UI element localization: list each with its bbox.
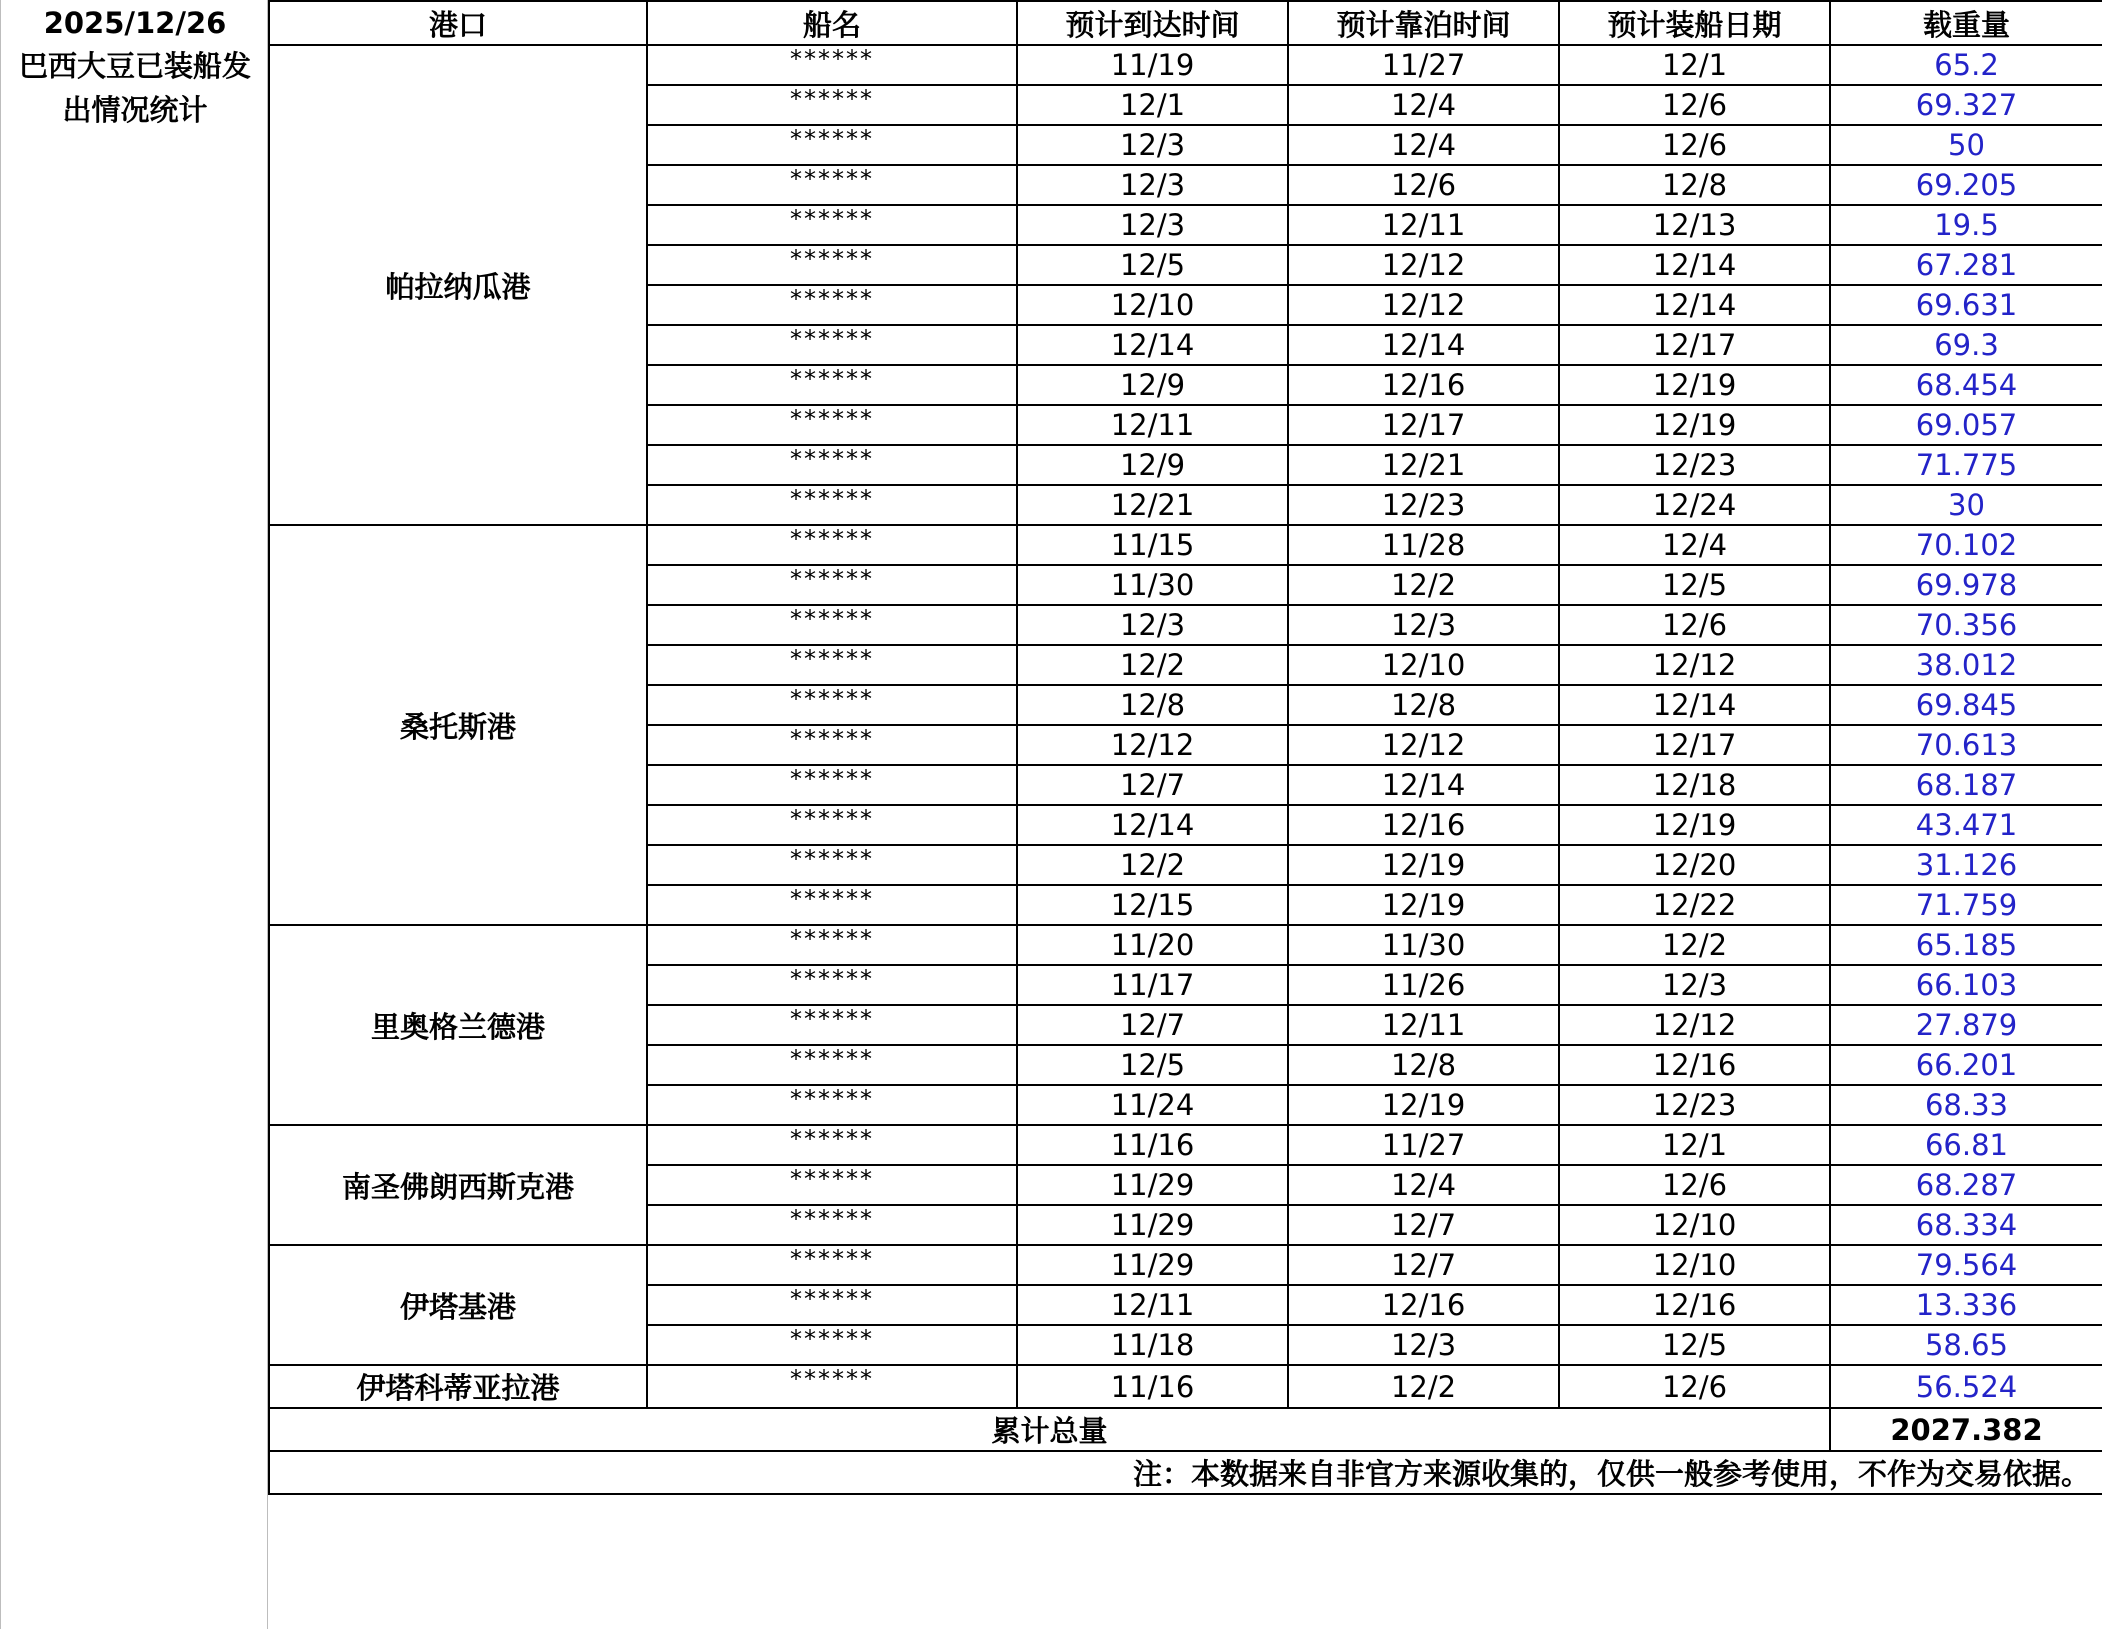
weight-cell: 58.65 bbox=[1830, 1325, 2102, 1365]
loading-cell: 12/13 bbox=[1559, 205, 1830, 245]
weight-cell: 65.2 bbox=[1830, 45, 2102, 85]
arrival-cell: 12/14 bbox=[1017, 325, 1288, 365]
berth-cell: 11/28 bbox=[1288, 525, 1559, 565]
weight-cell: 66.103 bbox=[1830, 965, 2102, 1005]
ship-name-cell: ****** bbox=[647, 885, 1017, 925]
table-row bbox=[269, 525, 2102, 565]
berth-cell: 12/3 bbox=[1288, 605, 1559, 645]
loading-cell: 12/4 bbox=[1559, 525, 1830, 565]
weight-cell: 79.564 bbox=[1830, 1245, 2102, 1285]
arrival-cell: 12/2 bbox=[1017, 845, 1288, 885]
berth-cell: 11/26 bbox=[1288, 965, 1559, 1005]
total-label: 累计总量 bbox=[269, 1408, 1830, 1451]
ship-name-cell: ****** bbox=[647, 725, 1017, 765]
loading-cell: 12/14 bbox=[1559, 285, 1830, 325]
weight-cell: 19.5 bbox=[1830, 205, 2102, 245]
arrival-cell: 11/29 bbox=[1017, 1205, 1288, 1245]
arrival-cell: 12/5 bbox=[1017, 245, 1288, 285]
port-name: 帕拉纳瓜港 bbox=[269, 45, 647, 525]
arrival-cell: 12/11 bbox=[1017, 1285, 1288, 1325]
arrival-cell: 11/19 bbox=[1017, 45, 1288, 85]
table-row bbox=[269, 1125, 2102, 1165]
weight-cell: 66.81 bbox=[1830, 1125, 2102, 1165]
arrival-cell: 11/29 bbox=[1017, 1165, 1288, 1205]
table-row bbox=[269, 45, 2102, 85]
weight-cell: 50 bbox=[1830, 125, 2102, 165]
ship-name-cell: ****** bbox=[647, 245, 1017, 285]
loading-cell: 12/3 bbox=[1559, 965, 1830, 1005]
berth-cell: 12/19 bbox=[1288, 845, 1559, 885]
ship-name-cell: ****** bbox=[647, 1165, 1017, 1205]
loading-cell: 12/12 bbox=[1559, 645, 1830, 685]
weight-cell: 68.33 bbox=[1830, 1085, 2102, 1125]
loading-cell: 12/6 bbox=[1559, 85, 1830, 125]
arrival-cell: 11/16 bbox=[1017, 1365, 1288, 1408]
arrival-cell: 12/5 bbox=[1017, 1045, 1288, 1085]
berth-cell: 12/6 bbox=[1288, 165, 1559, 205]
weight-cell: 69.327 bbox=[1830, 85, 2102, 125]
ship-name-cell: ****** bbox=[647, 1045, 1017, 1085]
weight-cell: 70.356 bbox=[1830, 605, 2102, 645]
berth-cell: 12/4 bbox=[1288, 85, 1559, 125]
arrival-cell: 12/7 bbox=[1017, 1005, 1288, 1045]
weight-cell: 68.334 bbox=[1830, 1205, 2102, 1245]
berth-cell: 12/14 bbox=[1288, 765, 1559, 805]
weight-cell: 43.471 bbox=[1830, 805, 2102, 845]
arrival-cell: 12/3 bbox=[1017, 205, 1288, 245]
berth-cell: 12/7 bbox=[1288, 1245, 1559, 1285]
ship-name-cell: ****** bbox=[647, 1325, 1017, 1365]
port-name: 南圣佛朗西斯克港 bbox=[269, 1125, 647, 1245]
disclaimer-note: 注：本数据来自非官方来源收集的，仅供一般参考使用，不作为交易依据。 bbox=[269, 1451, 2102, 1494]
loading-cell: 12/19 bbox=[1559, 365, 1830, 405]
loading-cell: 12/12 bbox=[1559, 1005, 1830, 1045]
berth-cell: 11/27 bbox=[1288, 45, 1559, 85]
berth-cell: 12/12 bbox=[1288, 285, 1559, 325]
arrival-cell: 12/11 bbox=[1017, 405, 1288, 445]
note-row bbox=[269, 1451, 2102, 1494]
berth-cell: 12/4 bbox=[1288, 125, 1559, 165]
header-weight: 载重量 bbox=[1830, 1, 2102, 45]
arrival-cell: 12/21 bbox=[1017, 485, 1288, 525]
loading-cell: 12/6 bbox=[1559, 605, 1830, 645]
arrival-cell: 12/3 bbox=[1017, 605, 1288, 645]
loading-cell: 12/10 bbox=[1559, 1205, 1830, 1245]
arrival-cell: 12/9 bbox=[1017, 445, 1288, 485]
port-name: 伊塔科蒂亚拉港 bbox=[269, 1365, 647, 1408]
title-panel bbox=[0, 0, 268, 1629]
berth-cell: 12/2 bbox=[1288, 565, 1559, 605]
arrival-cell: 11/20 bbox=[1017, 925, 1288, 965]
loading-cell: 12/16 bbox=[1559, 1285, 1830, 1325]
berth-cell: 12/7 bbox=[1288, 1205, 1559, 1245]
loading-cell: 12/19 bbox=[1559, 405, 1830, 445]
weight-cell: 31.126 bbox=[1830, 845, 2102, 885]
ship-name-cell: ****** bbox=[647, 1285, 1017, 1325]
table-row bbox=[269, 1365, 2102, 1408]
berth-cell: 12/12 bbox=[1288, 245, 1559, 285]
weight-cell: 69.205 bbox=[1830, 165, 2102, 205]
berth-cell: 12/16 bbox=[1288, 1285, 1559, 1325]
header-row bbox=[269, 1, 2102, 45]
ship-name-cell: ****** bbox=[647, 1005, 1017, 1045]
arrival-cell: 11/17 bbox=[1017, 965, 1288, 1005]
loading-cell: 12/20 bbox=[1559, 845, 1830, 885]
ship-name-cell: ****** bbox=[647, 485, 1017, 525]
arrival-cell: 11/15 bbox=[1017, 525, 1288, 565]
ship-name-cell: ****** bbox=[647, 45, 1017, 85]
loading-cell: 12/18 bbox=[1559, 765, 1830, 805]
loading-cell: 12/14 bbox=[1559, 245, 1830, 285]
weight-cell: 13.336 bbox=[1830, 1285, 2102, 1325]
loading-cell: 12/22 bbox=[1559, 885, 1830, 925]
weight-cell: 68.454 bbox=[1830, 365, 2102, 405]
loading-cell: 12/6 bbox=[1559, 1365, 1830, 1408]
berth-cell: 12/19 bbox=[1288, 885, 1559, 925]
port-name: 伊塔基港 bbox=[269, 1245, 647, 1365]
weight-cell: 69.3 bbox=[1830, 325, 2102, 365]
berth-cell: 12/17 bbox=[1288, 405, 1559, 445]
arrival-cell: 11/16 bbox=[1017, 1125, 1288, 1165]
ship-name-cell: ****** bbox=[647, 565, 1017, 605]
loading-cell: 12/23 bbox=[1559, 1085, 1830, 1125]
berth-cell: 12/19 bbox=[1288, 1085, 1559, 1125]
ship-name-cell: ****** bbox=[647, 685, 1017, 725]
arrival-cell: 11/18 bbox=[1017, 1325, 1288, 1365]
loading-cell: 12/23 bbox=[1559, 445, 1830, 485]
berth-cell: 12/3 bbox=[1288, 1325, 1559, 1365]
arrival-cell: 12/14 bbox=[1017, 805, 1288, 845]
loading-cell: 12/8 bbox=[1559, 165, 1830, 205]
arrival-cell: 12/15 bbox=[1017, 885, 1288, 925]
ship-name-cell: ****** bbox=[647, 605, 1017, 645]
header-arrival: 预计到达时间 bbox=[1017, 1, 1288, 45]
berth-cell: 12/16 bbox=[1288, 365, 1559, 405]
ship-name-cell: ****** bbox=[647, 1085, 1017, 1125]
ship-name-cell: ****** bbox=[647, 525, 1017, 565]
weight-cell: 56.524 bbox=[1830, 1365, 2102, 1408]
port-name: 桑托斯港 bbox=[269, 525, 647, 925]
berth-cell: 12/16 bbox=[1288, 805, 1559, 845]
table-row bbox=[269, 1245, 2102, 1285]
weight-cell: 69.845 bbox=[1830, 685, 2102, 725]
arrival-cell: 12/1 bbox=[1017, 85, 1288, 125]
arrival-cell: 12/9 bbox=[1017, 365, 1288, 405]
report-date: 2025/12/26 bbox=[43, 6, 227, 40]
berth-cell: 12/14 bbox=[1288, 325, 1559, 365]
header-loading: 预计装船日期 bbox=[1559, 1, 1830, 45]
ship-name-cell: ****** bbox=[647, 805, 1017, 845]
weight-cell: 30 bbox=[1830, 485, 2102, 525]
port-name: 里奥格兰德港 bbox=[269, 925, 647, 1125]
ship-name-cell: ****** bbox=[647, 845, 1017, 885]
weight-cell: 67.281 bbox=[1830, 245, 2102, 285]
berth-cell: 12/8 bbox=[1288, 1045, 1559, 1085]
ship-name-cell: ****** bbox=[647, 325, 1017, 365]
berth-cell: 11/27 bbox=[1288, 1125, 1559, 1165]
arrival-cell: 12/7 bbox=[1017, 765, 1288, 805]
table-row bbox=[269, 925, 2102, 965]
weight-cell: 71.775 bbox=[1830, 445, 2102, 485]
arrival-cell: 11/24 bbox=[1017, 1085, 1288, 1125]
ship-name-cell: ****** bbox=[647, 1125, 1017, 1165]
total-value: 2027.382 bbox=[1830, 1408, 2102, 1451]
arrival-cell: 11/30 bbox=[1017, 565, 1288, 605]
arrival-cell: 12/2 bbox=[1017, 645, 1288, 685]
loading-cell: 12/6 bbox=[1559, 1165, 1830, 1205]
arrival-cell: 12/3 bbox=[1017, 165, 1288, 205]
weight-cell: 65.185 bbox=[1830, 925, 2102, 965]
header-ship: 船名 bbox=[647, 1, 1017, 45]
ship-name-cell: ****** bbox=[647, 965, 1017, 1005]
header-berth: 预计靠泊时间 bbox=[1288, 1, 1559, 45]
weight-cell: 71.759 bbox=[1830, 885, 2102, 925]
shipment-table bbox=[268, 0, 2102, 1495]
loading-cell: 12/16 bbox=[1559, 1045, 1830, 1085]
ship-name-cell: ****** bbox=[647, 1365, 1017, 1408]
loading-cell: 12/10 bbox=[1559, 1245, 1830, 1285]
loading-cell: 12/5 bbox=[1559, 565, 1830, 605]
weight-cell: 69.057 bbox=[1830, 405, 2102, 445]
loading-cell: 12/5 bbox=[1559, 1325, 1830, 1365]
weight-cell: 68.187 bbox=[1830, 765, 2102, 805]
ship-name-cell: ****** bbox=[647, 645, 1017, 685]
loading-cell: 12/1 bbox=[1559, 45, 1830, 85]
ship-name-cell: ****** bbox=[647, 1205, 1017, 1245]
header-port: 港口 bbox=[269, 1, 647, 45]
arrival-cell: 12/12 bbox=[1017, 725, 1288, 765]
arrival-cell: 11/29 bbox=[1017, 1245, 1288, 1285]
weight-cell: 69.631 bbox=[1830, 285, 2102, 325]
ship-name-cell: ****** bbox=[647, 765, 1017, 805]
berth-cell: 12/12 bbox=[1288, 725, 1559, 765]
berth-cell: 12/4 bbox=[1288, 1165, 1559, 1205]
loading-cell: 12/2 bbox=[1559, 925, 1830, 965]
berth-cell: 12/2 bbox=[1288, 1365, 1559, 1408]
berth-cell: 12/8 bbox=[1288, 685, 1559, 725]
loading-cell: 12/17 bbox=[1559, 325, 1830, 365]
table-body bbox=[269, 45, 2102, 1408]
ship-name-cell: ****** bbox=[647, 285, 1017, 325]
berth-cell: 12/11 bbox=[1288, 205, 1559, 245]
loading-cell: 12/24 bbox=[1559, 485, 1830, 525]
weight-cell: 27.879 bbox=[1830, 1005, 2102, 1045]
berth-cell: 12/21 bbox=[1288, 445, 1559, 485]
berth-cell: 12/10 bbox=[1288, 645, 1559, 685]
weight-cell: 70.102 bbox=[1830, 525, 2102, 565]
loading-cell: 12/1 bbox=[1559, 1125, 1830, 1165]
weight-cell: 69.978 bbox=[1830, 565, 2102, 605]
weight-cell: 38.012 bbox=[1830, 645, 2102, 685]
arrival-cell: 12/3 bbox=[1017, 125, 1288, 165]
weight-cell: 70.613 bbox=[1830, 725, 2102, 765]
ship-name-cell: ****** bbox=[647, 445, 1017, 485]
loading-cell: 12/6 bbox=[1559, 125, 1830, 165]
ship-name-cell: ****** bbox=[647, 165, 1017, 205]
ship-name-cell: ****** bbox=[647, 85, 1017, 125]
loading-cell: 12/19 bbox=[1559, 805, 1830, 845]
weight-cell: 68.287 bbox=[1830, 1165, 2102, 1205]
weight-cell: 66.201 bbox=[1830, 1045, 2102, 1085]
ship-name-cell: ****** bbox=[647, 925, 1017, 965]
berth-cell: 11/30 bbox=[1288, 925, 1559, 965]
ship-name-cell: ****** bbox=[647, 365, 1017, 405]
berth-cell: 12/11 bbox=[1288, 1005, 1559, 1045]
report-title: 巴西大豆已装船发出情况统计 bbox=[18, 49, 251, 127]
ship-name-cell: ****** bbox=[647, 405, 1017, 445]
total-row bbox=[269, 1408, 2102, 1451]
arrival-cell: 12/10 bbox=[1017, 285, 1288, 325]
loading-cell: 12/14 bbox=[1559, 685, 1830, 725]
ship-name-cell: ****** bbox=[647, 205, 1017, 245]
ship-name-cell: ****** bbox=[647, 125, 1017, 165]
berth-cell: 12/23 bbox=[1288, 485, 1559, 525]
ship-name-cell: ****** bbox=[647, 1245, 1017, 1285]
arrival-cell: 12/8 bbox=[1017, 685, 1288, 725]
loading-cell: 12/17 bbox=[1559, 725, 1830, 765]
